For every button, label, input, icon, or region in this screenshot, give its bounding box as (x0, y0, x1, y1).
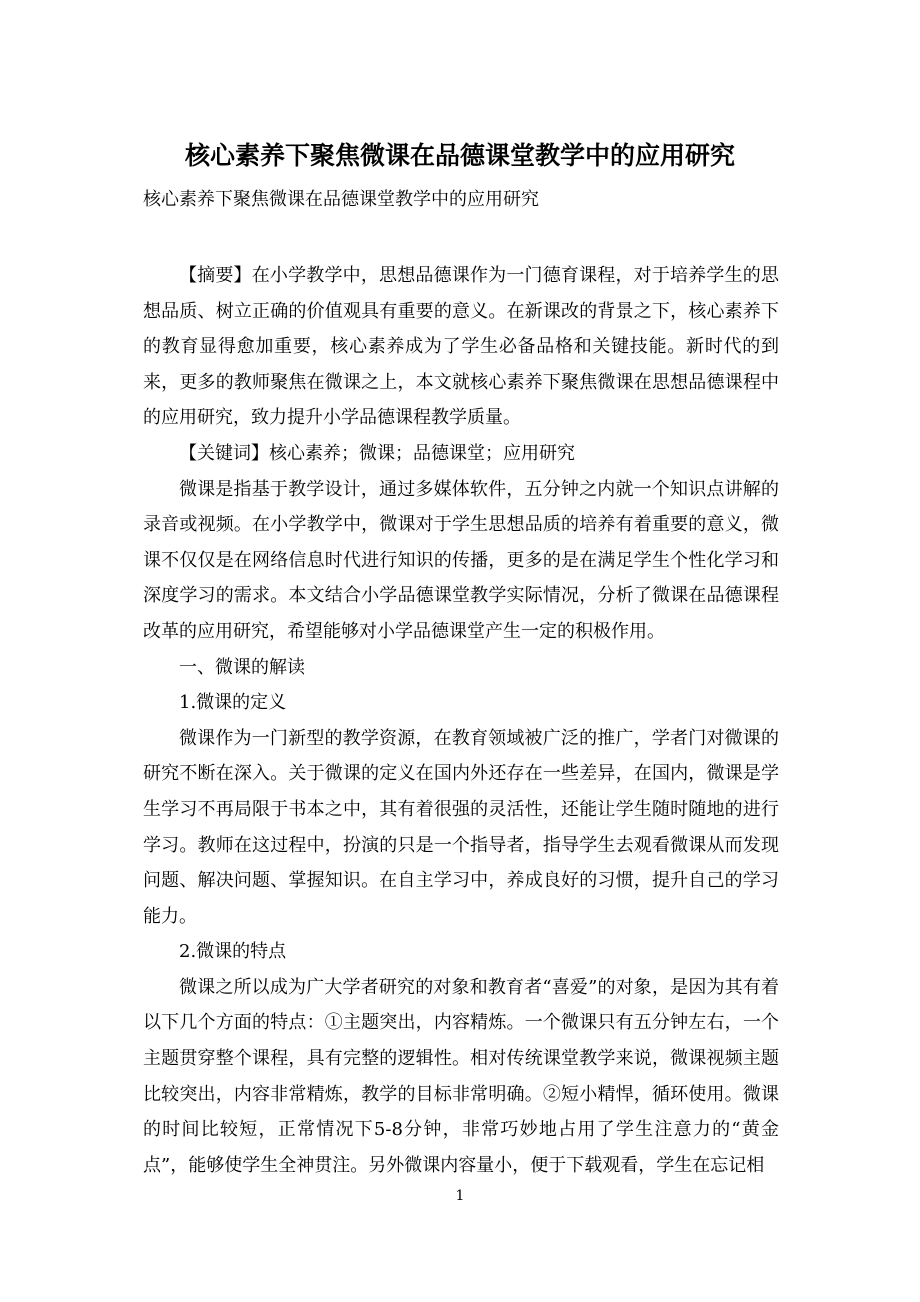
intro-paragraph: 微课是指基于教学设计，通过多媒体软件，五分钟之内就一个知识点讲解的录音或视频。在小学教学中，微课对于学生思想品质的培养有着重要的意义，微课不仅仅是在网络信息时代进行知识的传播，更多的是在满足学生个性化学习和深度学习的需求。本文结合小学品德课堂教学实际情况，分析了微课在品德课程改革的应用研究，希望能够对小学品德课堂产生一定的积极作用。 (143, 478, 779, 642)
document-title: 核心素养下聚焦微课在品德课堂教学中的应用研究 (184, 141, 735, 170)
keywords-paragraph: 【关键词】核心素养；微课；品德课堂；应用研究 (179, 442, 575, 464)
page-number: 1 (455, 1188, 465, 1204)
document-subtitle: 核心素养下聚焦微课在品德课堂教学中的应用研究 (143, 189, 539, 210)
definition-paragraph: 微课作为一门新型的教学资源，在教育领域被广泛的推广，学者门对微课的研究不断在深入。关于微课的定义在国内外还存在一些差异，在国内，微课是学生学习不再局限于书本之中，其有着很强的灵活性，还能让学生随时随地的进行学习。教师在这过程中，扮演的只是一个指导者，指导学生去观看微课从而发现问题、解决问题、掌握知识。在自主学习中，养成良好的习惯，提升自己的学习能力。 (143, 727, 779, 927)
document-body (143, 258, 779, 1183)
abstract-paragraph: 【摘要】在小学教学中，思想品德课作为一门德育课程，对于培养学生的思想品质、树立正确的价值观具有重要的意义。在新课改的背景之下，核心素养下的教育显得愈加重要，核心素养成为了学生必备品格和关键技能。新时代的到来，更多的教师聚焦在微课之上，本文就核心素养下聚焦微课在思想品德课程中的应用研究，致力提升小学品德课程教学质量。 (143, 265, 779, 429)
section-heading-1: 一、微课的解读 (179, 656, 305, 678)
features-paragraph: 微课之所以成为广大学者研究的对象和教育者“喜爱”的对象，是因为其有着以下几个方面的特点：①主题突出，内容精炼。一个微课只有五分钟左右，一个主题贯穿整个课程，具有完整的逻辑性。相对传统课堂教学来说，微课视频主题比较突出，内容非常精炼，教学的目标非常明确。②短小精悍，循环使用。微课的时间比较短，正常情况下5-8分钟，非常巧妙地占用了学生注意力的“黄金点”，能够使学生全神贯注。另外微课内容量小，便于下载观看，学生在忘记相 (143, 976, 779, 1176)
subsection-heading-1-2: 2.微课的特点 (179, 941, 287, 963)
subsection-heading-1-1: 1.微课的定义 (179, 692, 287, 714)
